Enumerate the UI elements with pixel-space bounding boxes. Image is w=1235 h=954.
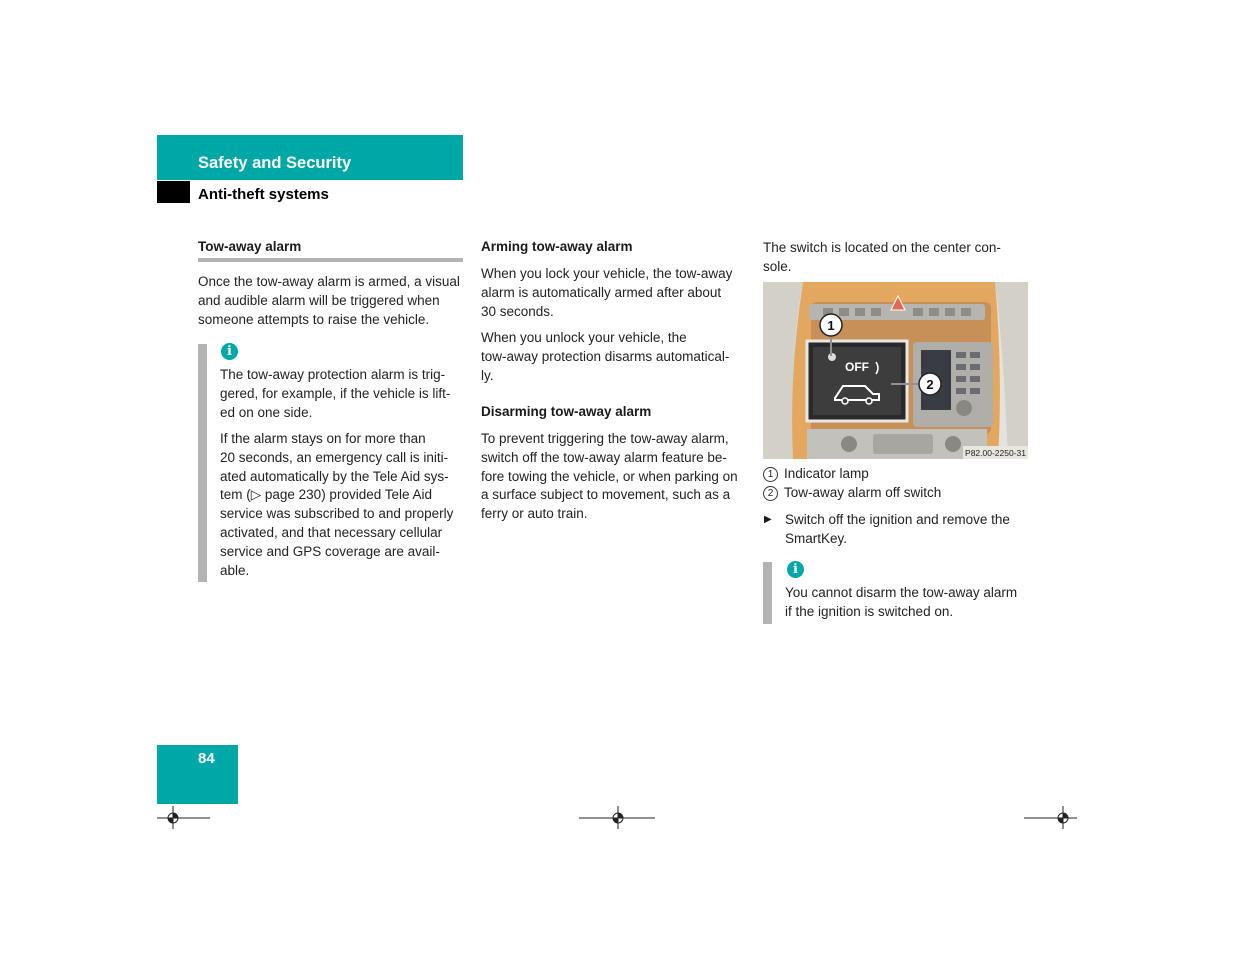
note-bar bbox=[763, 562, 772, 624]
subsection-marker bbox=[157, 181, 190, 203]
info-icon: i bbox=[221, 343, 238, 360]
registration-mark-icon bbox=[1024, 801, 1079, 831]
text-line: tem (▷ page 230) provided Tele Aid bbox=[220, 487, 433, 503]
tow-away-alarm-heading: Tow-away alarm bbox=[198, 239, 302, 254]
center-console-figure bbox=[763, 282, 1028, 459]
callout-1: 1 bbox=[827, 318, 835, 333]
text-line: if the ignition is switched on. bbox=[785, 603, 954, 619]
step-arrow-icon: ▶ bbox=[764, 514, 772, 525]
text-line: gered, for example, if the vehicle is lift- bbox=[220, 385, 451, 401]
section-title: Safety and Security bbox=[198, 154, 352, 172]
text-line: Switch off the ignition and remove the bbox=[785, 512, 1010, 527]
note-paragraph bbox=[220, 430, 453, 580]
text-line: Once the tow-away alarm is armed, a visual bbox=[198, 274, 460, 289]
text-line: ly. bbox=[481, 367, 494, 383]
registration-mark-icon bbox=[579, 801, 657, 831]
text-line: able. bbox=[220, 562, 250, 578]
text-line: someone attempts to raise the vehicle. bbox=[198, 311, 430, 327]
switch-location-paragraph bbox=[763, 239, 1001, 277]
intro-paragraph bbox=[198, 273, 460, 329]
text-line: a surface subject to movement, such as a bbox=[481, 487, 731, 503]
legend-item bbox=[763, 465, 869, 484]
subsection-title: Anti-theft systems bbox=[198, 186, 329, 203]
legend-item bbox=[763, 484, 941, 503]
text-line: sole. bbox=[763, 258, 792, 274]
arming-paragraph bbox=[481, 329, 729, 385]
text-line: service and GPS coverage are avail- bbox=[220, 543, 440, 559]
text-line: When you unlock your vehicle, the bbox=[481, 330, 687, 345]
text-line: service was subscribed to and properly bbox=[220, 506, 454, 522]
text-line: To prevent triggering the tow-away alarm, bbox=[481, 431, 729, 446]
arming-heading: Arming tow-away alarm bbox=[481, 239, 633, 254]
text-line: 20 seconds, an emergency call is initi- bbox=[220, 449, 449, 465]
text-line: 30 seconds. bbox=[481, 303, 554, 319]
text-line: If the alarm stays on for more than bbox=[220, 431, 426, 446]
text-line: ated automatically by the Tele Aid sys- bbox=[220, 468, 449, 484]
text-line: The tow-away protection alarm is trig- bbox=[220, 367, 446, 382]
text-line: activated, and that necessary cellular bbox=[220, 524, 443, 540]
text-line: tow-away protection disarms automatical- bbox=[481, 348, 730, 364]
legend-number: 2 bbox=[763, 486, 778, 501]
text-line: SmartKey. bbox=[785, 530, 848, 546]
info-icon: i bbox=[787, 561, 804, 578]
off-button-label: OFF bbox=[845, 360, 869, 374]
disarming-paragraph bbox=[481, 430, 738, 524]
figure-code: P82.00-2250-31 bbox=[965, 448, 1026, 458]
arming-paragraph bbox=[481, 265, 732, 321]
note-bar bbox=[198, 344, 207, 582]
legend-text: Tow-away alarm off switch bbox=[784, 485, 942, 500]
text-line: switch off the tow-away alarm feature be- bbox=[481, 449, 727, 465]
text-line: ed on one side. bbox=[220, 404, 313, 420]
note-paragraph bbox=[785, 584, 1017, 622]
text-line: fore towing the vehicle, or when parking on bbox=[481, 468, 738, 484]
registration-mark-icon bbox=[157, 801, 212, 831]
heading-rule bbox=[198, 258, 463, 262]
text-line: When you lock your vehicle, the tow-away bbox=[481, 266, 733, 281]
text-line: alarm is automatically armed after about bbox=[481, 284, 722, 300]
text-line: ferry or auto train. bbox=[481, 506, 588, 522]
legend-text: Indicator lamp bbox=[784, 466, 869, 481]
page-number: 84 bbox=[198, 750, 215, 767]
text-line: You cannot disarm the tow-away alarm bbox=[785, 585, 1018, 600]
step-instruction bbox=[785, 511, 1010, 549]
callout-2: 2 bbox=[926, 377, 934, 392]
note-paragraph bbox=[220, 366, 450, 422]
disarming-heading: Disarming tow-away alarm bbox=[481, 404, 652, 419]
legend-number: 1 bbox=[763, 467, 778, 482]
text-line: and audible alarm will be triggered when bbox=[198, 292, 440, 308]
text-line: The switch is located on the center con- bbox=[763, 240, 1001, 255]
